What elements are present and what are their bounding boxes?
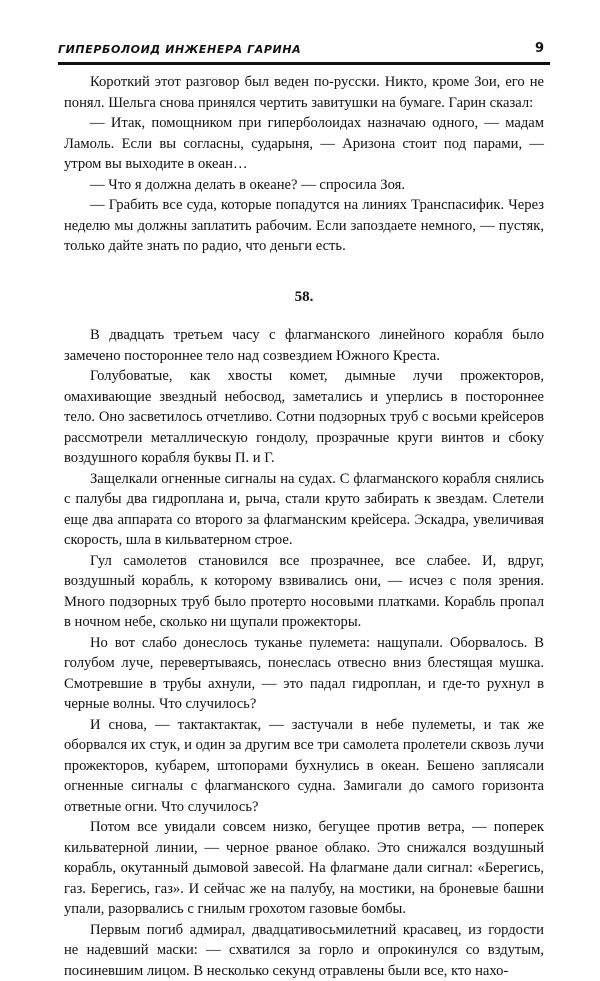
paragraph: Голубоватые, как хвосты комет, дымные лучи прожекторов, омахивающие звездный небосвод, заметались и уперлись в постороннее тело. Оно засветилось отчетливо. Сотни подзорных труб с восьми крейсеров рассмотрели металлическую гондолу, прозрачные круги винтов и сбоку воздушного корабля буквы П. и Г.	[64, 366, 544, 469]
paragraph: В двадцать третьем часу с флагманского линейного корабля было замечено постороннее тело над созвездием Южного Креста.	[64, 325, 544, 366]
paragraph: — Грабить все суда, которые попадутся на линиях Транспасифик. Через неделю мы должны заплатить рабочим. Если запоздаете немного, — пустяк, только дайте знать по радио, что деньги есть.	[64, 195, 544, 257]
paragraph: Потом все увидали совсем низко, бегущее против ветра, — поперек кильватерной линии, — черное рваное облако. Это снижался воздушный корабль, окутанный дымовой завесой. На флагмане дали сигнал: «Берегись, газ. Берегись, газ». И сейчас же на палубу, на мостики, на броневые башни упали, разорвались с гнилым грохотом газовые бомбы.	[64, 817, 544, 920]
paragraph: Гул самолетов становился все прозрачнее, все слабее. И, вдруг, воздушный корабль, к которому взвивались они, — исчез с поля зрения. Много подзорных труб было протерто носовыми платками. Корабль пропал в ночном небе, сколько ни щупали прожекторы.	[64, 551, 544, 633]
paragraph: Короткий этот разговор был веден по-русски. Никто, кроме Зои, его не понял. Шельга снова принялся чертить завитушки на бумаге. Гарин сказал:	[64, 72, 544, 113]
page-number: 9	[535, 41, 544, 56]
chapter-number: 58.	[64, 287, 544, 308]
paragraph: И снова, — тактактактак, — застучали в небе пулеметы, и так же оборвался их стук, и один за другим все три самолета пролетели сквозь лучи прожекторов, кубарем, штопорами бухнулись в океан. Бешено заплясали огненные сигналы с флагманского судна. Замигали до самого горизонта ответные огни. Что случилось?	[64, 715, 544, 818]
running-head-title: ГИПЕРБОЛОИД ИНЖЕНЕРА ГАРИНА	[58, 43, 301, 56]
paragraph: — Что я должна делать в океане? — спросила Зоя.	[64, 175, 544, 196]
paragraph: Первым погиб адмирал, двадцативосьмилетний красавец, из гордости не надевший маски: — схватился за горло и опрокинулся со вздутым, посиневшим лицом. В несколько секунд отравлены были все, кто нахо-	[64, 920, 544, 981]
paragraph: — Итак, помощником при гиперболоидах назначаю одного, — мадам Ламоль. Если вы согласны, сударыня, — Аризона стоит под парами, — утром вы выходите в океан…	[64, 113, 544, 175]
body-text	[64, 72, 544, 981]
running-head	[58, 38, 550, 65]
paragraph: Но вот слабо донеслось туканье пулемета: нащупали. Оборвалось. В голубом луче, перевертываясь, понеслась отвесно вниз блестящая мушка. Смотревшие в трубы ахнули, — это падал гидроплан, и где-то рухнул в черные волны. Что случилось?	[64, 633, 544, 715]
paragraph: Защелкали огненные сигналы на судах. С флагманского корабля снялись с палубы два гидроплана и, рыча, стали круто забирать к звездам. Слетели еще два аппарата со второго за флагманским крейсера. Эскадра, увеличивая скорость, шла в кильватерном строе.	[64, 469, 544, 551]
